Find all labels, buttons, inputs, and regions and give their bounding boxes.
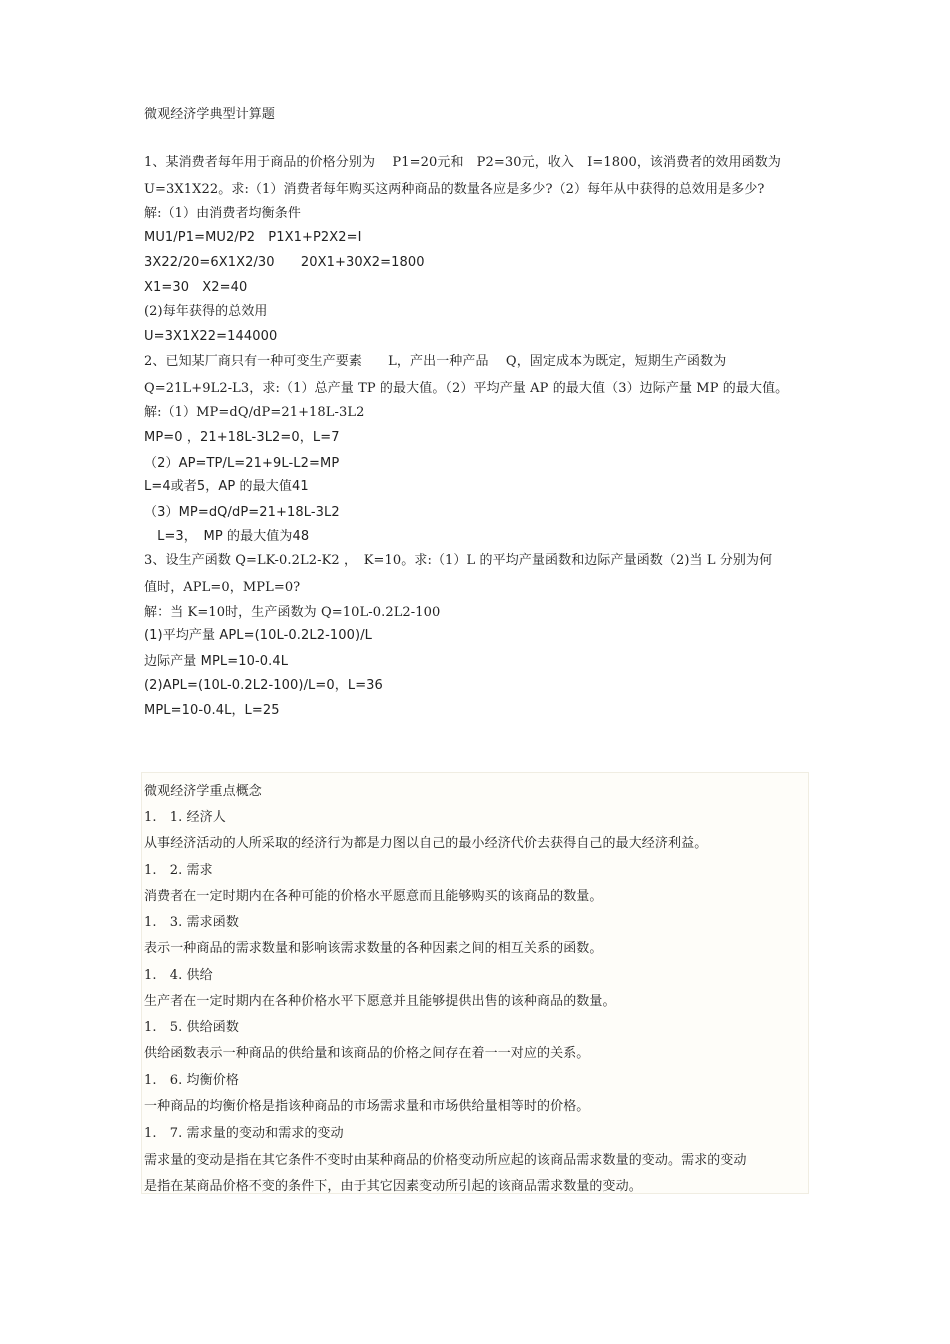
- solution1-line: (2)每年获得的总效用: [144, 304, 268, 319]
- concept-definition: 从事经济活动的人所采取的经济行为都是力图以自己的最小经济代价去获得自己的最大经济利益。: [144, 836, 708, 851]
- concept-heading: 1. 2. 需求: [144, 863, 213, 878]
- concept-definition: 是指在某商品价格不变的条件下，由于其它因素变动所引起的该商品需求数量的变动。: [144, 1179, 642, 1194]
- problem2-line: Q=21L+9L2-L3，求:（1）总产量 TP 的最大值。（2）平均产量 AP 的最大值（3）边际产量 MP 的最大值。: [144, 381, 789, 396]
- section2-title: 微观经济学重点概念: [144, 784, 262, 799]
- concept-heading: 1. 4. 供给: [144, 968, 213, 983]
- solution2-line: （2）AP=TP/L=21+9L-L2=MP: [144, 456, 340, 471]
- concept-definition: 消费者在一定时期内在各种可能的价格水平愿意而且能够购买的该商品的数量。: [144, 889, 603, 904]
- solution3-line: (2)APL=(10L-0.2L2-100)/L=0，L=36: [144, 678, 383, 693]
- solution2-line: MP=0 ，21+18L-3L2=0，L=7: [144, 430, 340, 445]
- concept-definition: 一种商品的均衡价格是指该种商品的市场需求量和市场供给量相等时的价格。: [144, 1099, 590, 1114]
- concept-heading: 1. 1. 经济人: [144, 810, 226, 825]
- concept-heading: 1. 3. 需求函数: [144, 915, 239, 930]
- concept-definition: 表示一种商品的需求数量和影响该需求数量的各种因素之间的相互关系的函数。: [144, 941, 603, 956]
- solution3-line: MPL=10-0.4L，L=25: [144, 703, 280, 718]
- solution2-line: 解:（1）MP=dQ/dP=21+18L-3L2: [144, 405, 365, 420]
- solution3-line: (1)平均产量 APL=(10L-0.2L2-100)/L: [144, 628, 373, 643]
- concept-heading: 1. 5. 供给函数: [144, 1020, 239, 1035]
- problem1-line: U=3X1X22。求:（1）消费者每年购买这两种商品的数量各应是多少?（2）每年从中获得的总效用是多少?: [144, 182, 765, 197]
- solution2-line: L=4或者5，AP 的最大值41: [144, 479, 309, 494]
- solution2-line: L=3， MP 的最大值为48: [144, 529, 310, 544]
- problem1-line: 1、某消费者每年用于商品的价格分别为 P1=20元和 P2=30元，收入 I=1800，该消费者的效用函数为: [144, 155, 781, 170]
- concept-definition: 生产者在一定时期内在各种价格水平下愿意并且能够提供出售的该种商品的数量。: [144, 994, 616, 1009]
- problem3-line: 3、设生产函数 Q=LK-0.2L2-K2 ， K=10。求:（1）L 的平均产量函数和边际产量函数（2)当 L 分别为何: [144, 553, 773, 568]
- concept-definition: 需求量的变动是指在其它条件不变时由某种商品的价格变动所应起的该商品需求数量的变动。需求的变动: [144, 1153, 747, 1168]
- solution1-line: 解:（1）由消费者均衡条件: [144, 206, 301, 221]
- solution3-line: 边际产量 MPL=10-0.4L: [144, 654, 289, 669]
- problem3-line: 值时，APL=0，MPL=0?: [144, 580, 301, 595]
- problem2-line: 2、已知某厂商只有一种可变生产要素 L，产出一种产品 Q，固定成本为既定，短期生产函数为: [144, 354, 727, 369]
- solution1-line: MU1/P1=MU2/P2 P1X1+P2X2=I: [144, 230, 362, 245]
- solution1-line: 3X22/20=6X1X2/30 20X1+30X2=1800: [144, 255, 425, 270]
- solution1-line: U=3X1X22=144000: [144, 329, 278, 344]
- solution2-line: （3）MP=dQ/dP=21+18L-3L2: [144, 505, 340, 520]
- concept-heading: 1. 7. 需求量的变动和需求的变动: [144, 1126, 344, 1141]
- concept-definition: 供给函数表示一种商品的供给量和该商品的价格之间存在着一一对应的关系。: [144, 1046, 590, 1061]
- solution3-line: 解：当 K=10时，生产函数为 Q=10L-0.2L2-100: [144, 605, 441, 620]
- section1-title: 微观经济学典型计算题: [144, 107, 276, 122]
- solution1-line: X1=30 X2=40: [144, 280, 248, 295]
- concept-heading: 1. 6. 均衡价格: [144, 1073, 239, 1088]
